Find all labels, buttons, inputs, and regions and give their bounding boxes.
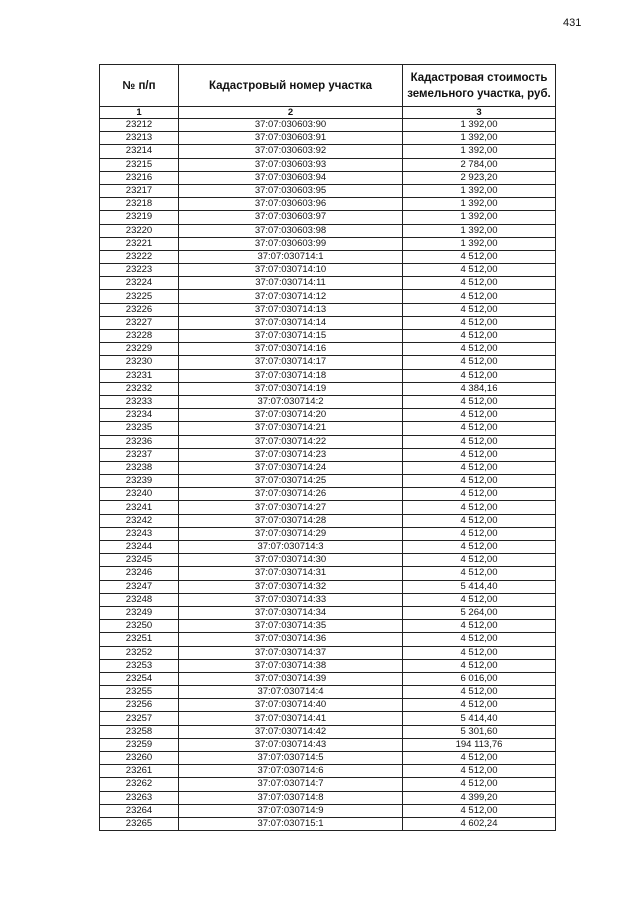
cadastral-number-cell: 37:07:030714:1 [179, 250, 403, 263]
cadastral-value-cell: 4 512,00 [403, 409, 556, 422]
table-row [100, 224, 556, 237]
cadastral-value-cell: 4 512,00 [403, 765, 556, 778]
row-number-cell: 23212 [100, 119, 179, 132]
cadastral-number-cell: 37:07:030714:14 [179, 316, 403, 329]
row-number-cell: 23215 [100, 158, 179, 171]
cadastral-value-cell: 4 512,00 [403, 501, 556, 514]
cadastral-number-cell: 37:07:030714:41 [179, 712, 403, 725]
cadastral-value-cell: 194 113,76 [403, 738, 556, 751]
row-number-cell: 23252 [100, 646, 179, 659]
cadastral-number-cell: 37:07:030714:23 [179, 448, 403, 461]
cadastral-value-cell: 4 512,00 [403, 686, 556, 699]
column-number: 1 [100, 107, 179, 119]
cadastral-number-cell: 37:07:030714:6 [179, 765, 403, 778]
cadastral-number-cell: 37:07:030714:25 [179, 475, 403, 488]
cadastral-number-cell: 37:07:030714:13 [179, 303, 403, 316]
cadastral-number-cell: 37:07:030714:35 [179, 620, 403, 633]
row-number-cell: 23217 [100, 184, 179, 197]
table-row [100, 395, 556, 408]
cadastral-value-cell: 6 016,00 [403, 672, 556, 685]
row-number-cell: 23241 [100, 501, 179, 514]
cadastral-number-cell: 37:07:030714:17 [179, 356, 403, 369]
cadastral-value-cell: 4 512,00 [403, 330, 556, 343]
cadastral-value-cell: 2 784,00 [403, 158, 556, 171]
cadastral-number-cell: 37:07:030714:34 [179, 606, 403, 619]
cadastral-number-cell: 37:07:030714:36 [179, 633, 403, 646]
row-number-cell: 23222 [100, 250, 179, 263]
table-row [100, 422, 556, 435]
cadastral-number-cell: 37:07:030714:29 [179, 527, 403, 540]
row-number-cell: 23236 [100, 435, 179, 448]
cadastral-value-cell: 1 392,00 [403, 237, 556, 250]
cadastral-value-cell: 1 392,00 [403, 132, 556, 145]
row-number-cell: 23231 [100, 369, 179, 382]
cadastral-value-cell: 4 512,00 [403, 541, 556, 554]
table-row [100, 264, 556, 277]
cadastral-value-cell: 1 392,00 [403, 145, 556, 158]
row-number-cell: 23229 [100, 343, 179, 356]
cadastral-value-cell: 4 512,00 [403, 633, 556, 646]
row-number-cell: 23256 [100, 699, 179, 712]
cadastral-number-cell: 37:07:030715:1 [179, 817, 403, 830]
row-number-cell: 23218 [100, 198, 179, 211]
table-row [100, 184, 556, 197]
cadastral-value-cell: 4 512,00 [403, 488, 556, 501]
table-row [100, 541, 556, 554]
row-number-cell: 23225 [100, 290, 179, 303]
cadastral-value-cell: 4 512,00 [403, 514, 556, 527]
table-row [100, 382, 556, 395]
cadastral-number-cell: 37:07:030603:96 [179, 198, 403, 211]
table-row [100, 145, 556, 158]
row-number-cell: 23219 [100, 211, 179, 224]
row-number-cell: 23257 [100, 712, 179, 725]
cadastral-number-cell: 37:07:030714:37 [179, 646, 403, 659]
table-row [100, 343, 556, 356]
cadastral-number-cell: 37:07:030714:3 [179, 541, 403, 554]
table-row [100, 778, 556, 791]
cadastral-number-cell: 37:07:030714:27 [179, 501, 403, 514]
cadastral-value-cell: 4 512,00 [403, 422, 556, 435]
table-row [100, 277, 556, 290]
cadastral-number-cell: 37:07:030714:5 [179, 752, 403, 765]
row-number-cell: 23216 [100, 171, 179, 184]
row-number-cell: 23220 [100, 224, 179, 237]
cadastral-value-cell: 4 384,16 [403, 382, 556, 395]
cadastral-value-cell: 4 512,00 [403, 356, 556, 369]
row-number-cell: 23253 [100, 659, 179, 672]
row-number-cell: 23243 [100, 527, 179, 540]
cadastral-value-cell: 1 392,00 [403, 211, 556, 224]
column-number: 3 [403, 107, 556, 119]
cadastral-number-cell: 37:07:030714:39 [179, 672, 403, 685]
header-cadastral-number: Кадастровый номер участка [179, 65, 403, 107]
header-row-number: № п/п [100, 65, 179, 107]
table-row [100, 659, 556, 672]
table-row [100, 132, 556, 145]
table-row [100, 475, 556, 488]
cadastral-value-cell: 4 512,00 [403, 264, 556, 277]
row-number-cell: 23234 [100, 409, 179, 422]
cadastral-number-cell: 37:07:030603:90 [179, 119, 403, 132]
cadastral-value-cell: 4 512,00 [403, 316, 556, 329]
cadastral-value-cell: 4 512,00 [403, 369, 556, 382]
cadastral-number-cell: 37:07:030714:12 [179, 290, 403, 303]
table-row [100, 765, 556, 778]
row-number-cell: 23213 [100, 132, 179, 145]
cadastral-number-cell: 37:07:030714:2 [179, 395, 403, 408]
cadastral-value-cell: 4 512,00 [403, 290, 556, 303]
cadastral-value-cell: 4 512,00 [403, 527, 556, 540]
table-row [100, 316, 556, 329]
cadastral-number-cell: 37:07:030714:8 [179, 791, 403, 804]
table-row [100, 356, 556, 369]
table-row [100, 567, 556, 580]
cadastral-number-cell: 37:07:030603:91 [179, 132, 403, 145]
cadastral-number-cell: 37:07:030714:40 [179, 699, 403, 712]
row-number-cell: 23255 [100, 686, 179, 699]
cadastral-number-cell: 37:07:030714:43 [179, 738, 403, 751]
row-number-cell: 23258 [100, 725, 179, 738]
cadastral-number-cell: 37:07:030714:24 [179, 461, 403, 474]
table-row [100, 237, 556, 250]
row-number-cell: 23235 [100, 422, 179, 435]
table-row [100, 514, 556, 527]
cadastral-number-cell: 37:07:030603:95 [179, 184, 403, 197]
table-row [100, 646, 556, 659]
cadastral-number-cell: 37:07:030714:21 [179, 422, 403, 435]
cadastral-value-cell: 5 414,40 [403, 712, 556, 725]
cadastral-value-cell: 4 602,24 [403, 817, 556, 830]
cadastral-number-cell: 37:07:030714:20 [179, 409, 403, 422]
table-row [100, 171, 556, 184]
cadastral-number-cell: 37:07:030714:7 [179, 778, 403, 791]
column-number: 2 [179, 107, 403, 119]
table-row [100, 369, 556, 382]
table-row [100, 699, 556, 712]
row-number-cell: 23249 [100, 606, 179, 619]
row-number-cell: 23233 [100, 395, 179, 408]
cadastral-value-cell: 4 512,00 [403, 778, 556, 791]
row-number-cell: 23262 [100, 778, 179, 791]
row-number-cell: 23242 [100, 514, 179, 527]
header-cadastral-value: Кадастровая стоимость земельного участка, руб. [403, 65, 556, 107]
table-row [100, 448, 556, 461]
row-number-cell: 23263 [100, 791, 179, 804]
cadastral-value-cell: 4 512,00 [403, 554, 556, 567]
row-number-cell: 23226 [100, 303, 179, 316]
cadastral-value-cell: 4 512,00 [403, 303, 556, 316]
table-row [100, 554, 556, 567]
column-number-row [100, 107, 556, 119]
cadastral-value-cell: 4 512,00 [403, 475, 556, 488]
table-row [100, 435, 556, 448]
cadastral-value-cell: 5 414,40 [403, 580, 556, 593]
page-number: 431 [563, 17, 582, 29]
table-row [100, 804, 556, 817]
cadastral-value-cell: 4 512,00 [403, 250, 556, 263]
cadastral-value-cell: 4 512,00 [403, 461, 556, 474]
row-number-cell: 23265 [100, 817, 179, 830]
table-row [100, 119, 556, 132]
cadastral-number-cell: 37:07:030714:31 [179, 567, 403, 580]
table-row [100, 303, 556, 316]
row-number-cell: 23245 [100, 554, 179, 567]
table-row [100, 527, 556, 540]
table-row [100, 461, 556, 474]
table-row [100, 501, 556, 514]
table-row [100, 672, 556, 685]
cadastral-value-cell: 4 512,00 [403, 752, 556, 765]
cadastral-number-cell: 37:07:030714:10 [179, 264, 403, 277]
table-row [100, 290, 556, 303]
cadastral-number-cell: 37:07:030714:16 [179, 343, 403, 356]
table-row [100, 633, 556, 646]
cadastral-number-cell: 37:07:030714:22 [179, 435, 403, 448]
cadastral-value-cell: 4 399,20 [403, 791, 556, 804]
table-row [100, 488, 556, 501]
cadastral-value-cell: 4 512,00 [403, 277, 556, 290]
cadastral-number-cell: 37:07:030714:19 [179, 382, 403, 395]
row-number-cell: 23251 [100, 633, 179, 646]
cadastral-number-cell: 37:07:030603:99 [179, 237, 403, 250]
row-number-cell: 23227 [100, 316, 179, 329]
row-number-cell: 23246 [100, 567, 179, 580]
cadastral-value-cell: 1 392,00 [403, 184, 556, 197]
cadastral-number-cell: 37:07:030603:92 [179, 145, 403, 158]
cadastral-number-cell: 37:07:030714:11 [179, 277, 403, 290]
cadastral-value-cell: 4 512,00 [403, 659, 556, 672]
row-number-cell: 23238 [100, 461, 179, 474]
row-number-cell: 23228 [100, 330, 179, 343]
cadastral-table [99, 64, 556, 831]
cadastral-value-cell: 1 392,00 [403, 198, 556, 211]
cadastral-value-cell: 4 512,00 [403, 699, 556, 712]
table-body [100, 119, 556, 831]
table-row [100, 593, 556, 606]
table-row [100, 791, 556, 804]
cadastral-number-cell: 37:07:030603:98 [179, 224, 403, 237]
row-number-cell: 23223 [100, 264, 179, 277]
cadastral-value-cell: 4 512,00 [403, 395, 556, 408]
cadastral-value-cell: 5 264,00 [403, 606, 556, 619]
cadastral-value-cell: 4 512,00 [403, 343, 556, 356]
table-row [100, 330, 556, 343]
cadastral-value-cell: 1 392,00 [403, 119, 556, 132]
cadastral-number-cell: 37:07:030714:28 [179, 514, 403, 527]
table-row [100, 158, 556, 171]
cadastral-number-cell: 37:07:030603:93 [179, 158, 403, 171]
table-row [100, 198, 556, 211]
cadastral-value-cell: 4 512,00 [403, 804, 556, 817]
cadastral-number-cell: 37:07:030714:18 [179, 369, 403, 382]
table-row [100, 620, 556, 633]
row-number-cell: 23259 [100, 738, 179, 751]
row-number-cell: 23260 [100, 752, 179, 765]
row-number-cell: 23254 [100, 672, 179, 685]
table-row [100, 686, 556, 699]
cadastral-number-cell: 37:07:030714:30 [179, 554, 403, 567]
table-row [100, 817, 556, 830]
cadastral-number-cell: 37:07:030714:33 [179, 593, 403, 606]
cadastral-value-cell: 4 512,00 [403, 448, 556, 461]
table-row [100, 752, 556, 765]
row-number-cell: 23264 [100, 804, 179, 817]
table-row [100, 606, 556, 619]
table-row [100, 250, 556, 263]
cadastral-value-cell: 1 392,00 [403, 224, 556, 237]
row-number-cell: 23230 [100, 356, 179, 369]
row-number-cell: 23214 [100, 145, 179, 158]
cadastral-number-cell: 37:07:030714:32 [179, 580, 403, 593]
cadastral-number-cell: 37:07:030603:97 [179, 211, 403, 224]
table-row [100, 738, 556, 751]
row-number-cell: 23221 [100, 237, 179, 250]
table-row [100, 409, 556, 422]
cadastral-value-cell: 4 512,00 [403, 435, 556, 448]
row-number-cell: 23237 [100, 448, 179, 461]
cadastral-value-cell: 4 512,00 [403, 593, 556, 606]
table-row [100, 712, 556, 725]
row-number-cell: 23247 [100, 580, 179, 593]
row-number-cell: 23250 [100, 620, 179, 633]
cadastral-value-cell: 5 301,60 [403, 725, 556, 738]
row-number-cell: 23248 [100, 593, 179, 606]
cadastral-number-cell: 37:07:030714:38 [179, 659, 403, 672]
row-number-cell: 23239 [100, 475, 179, 488]
cadastral-number-cell: 37:07:030714:15 [179, 330, 403, 343]
row-number-cell: 23232 [100, 382, 179, 395]
table-row [100, 211, 556, 224]
cadastral-value-cell: 4 512,00 [403, 567, 556, 580]
row-number-cell: 23244 [100, 541, 179, 554]
row-number-cell: 23224 [100, 277, 179, 290]
row-number-cell: 23240 [100, 488, 179, 501]
cadastral-number-cell: 37:07:030603:94 [179, 171, 403, 184]
row-number-cell: 23261 [100, 765, 179, 778]
cadastral-number-cell: 37:07:030714:9 [179, 804, 403, 817]
table-header-row [100, 65, 556, 107]
cadastral-number-cell: 37:07:030714:42 [179, 725, 403, 738]
cadastral-value-cell: 4 512,00 [403, 620, 556, 633]
cadastral-value-cell: 4 512,00 [403, 646, 556, 659]
cadastral-number-cell: 37:07:030714:26 [179, 488, 403, 501]
cadastral-value-cell: 2 923,20 [403, 171, 556, 184]
table-row [100, 725, 556, 738]
cadastral-number-cell: 37:07:030714:4 [179, 686, 403, 699]
table-row [100, 580, 556, 593]
